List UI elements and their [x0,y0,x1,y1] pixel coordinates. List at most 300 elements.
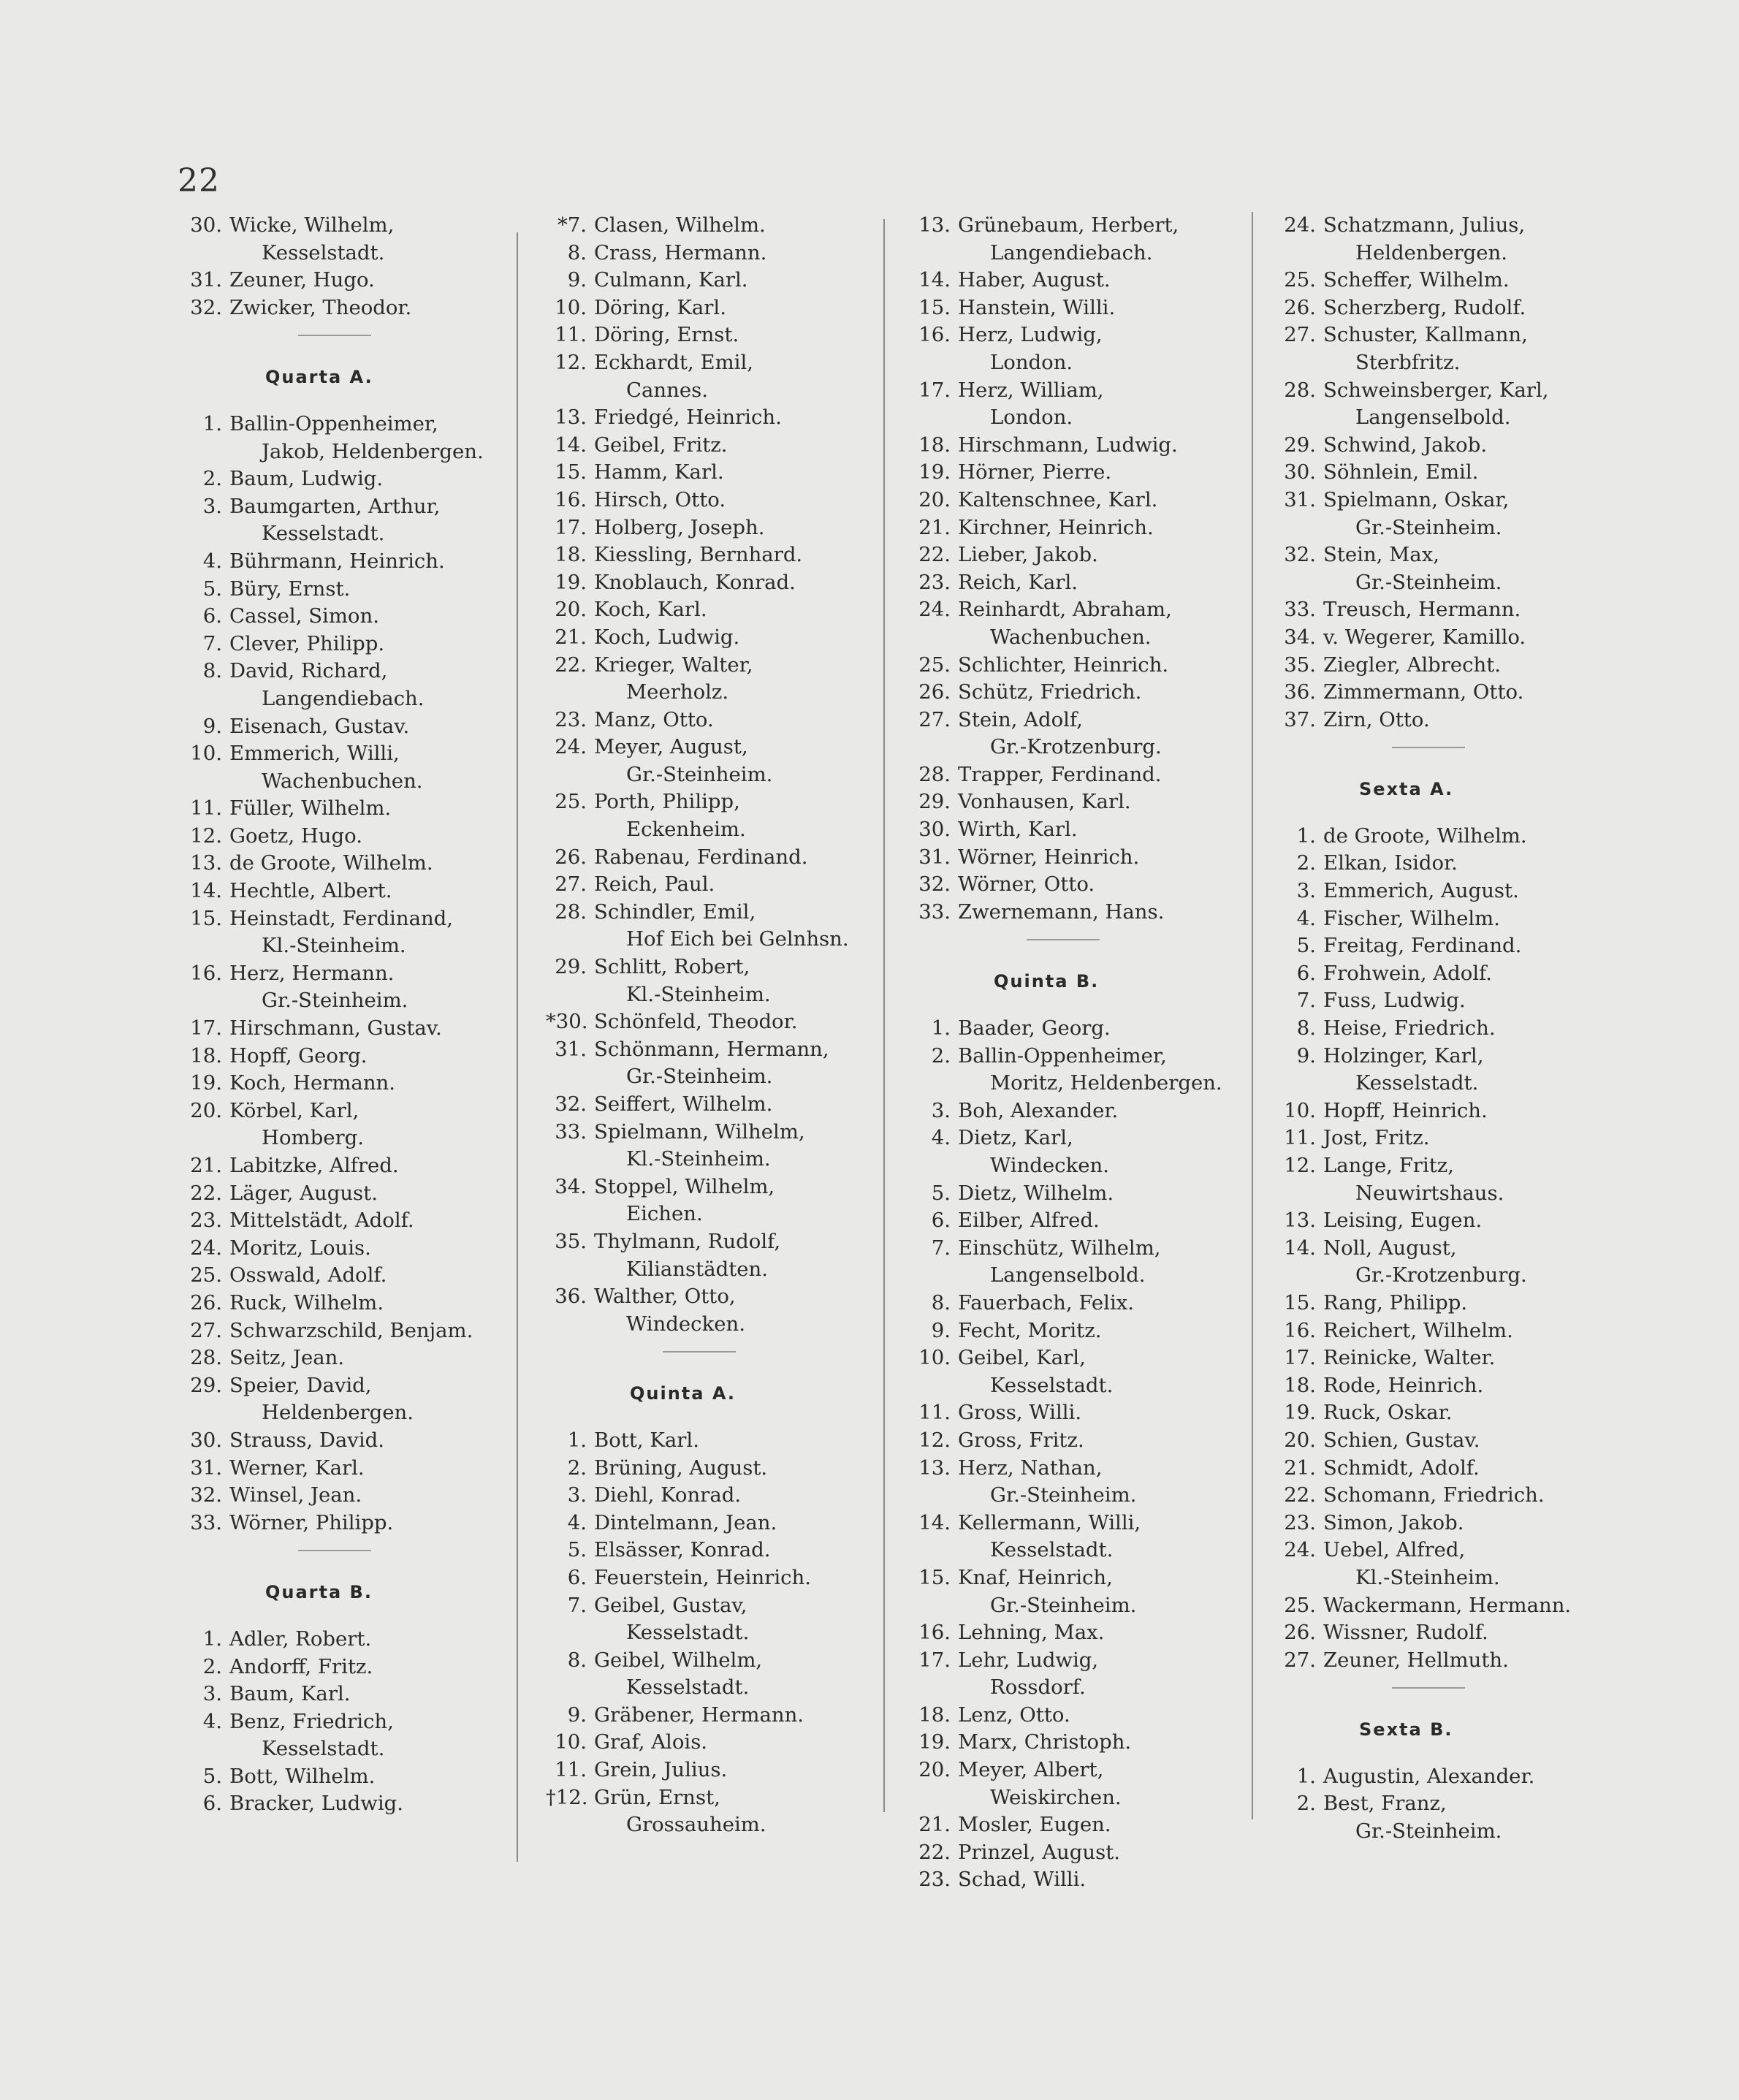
entry-number: 27. [918,707,951,731]
student-entry [1275,1317,1618,1345]
student-name: Freitag, Ferdinand. [1323,934,1522,958]
student-name: Boh, Alexander. [958,1098,1119,1122]
entry-number: 16. [918,323,951,347]
entry-number: 30. [190,213,222,237]
entry-number: 21. [190,1154,222,1177]
student-entry [546,459,889,487]
student-name: Lehning, Max. [958,1621,1105,1645]
student-hometown: Kesselstadt. [1355,1071,1479,1095]
entry-number: 26. [190,1290,222,1315]
student-hometown: Langenselbold. [990,1263,1146,1287]
student-hometown: Kilianstädten. [626,1257,768,1281]
student-entry [181,493,525,548]
entry-number: 28. [1284,378,1316,402]
student-name: Koch, Ludwig. [594,625,740,649]
student-hometown: Sterbfritz. [1355,350,1461,374]
student-name: Döring, Karl. [594,295,726,319]
student-entry [1275,1427,1618,1455]
student-hometown: London. [990,350,1073,374]
student-name: Eilber, Alfred. [958,1209,1100,1233]
student-entry [181,1235,525,1263]
entry-number: 27. [1284,323,1316,347]
student-name: Bracker, Ludwig. [229,1792,403,1816]
entry-number: 4. [202,549,222,573]
entry-number: 15. [190,906,222,930]
entry-number: 20. [555,598,587,622]
student-name: Cassel, Simon. [229,604,379,628]
student-name: Walther, Otto, [594,1285,736,1309]
student-entry [1275,624,1618,652]
student-name: Ballin-Oppenheimer, [229,411,438,435]
student-name: Schwind, Jakob. [1323,433,1488,457]
student-entry [1275,432,1618,460]
student-name: Stein, Adolf, [958,707,1083,731]
entry-number: 9. [1296,1043,1316,1068]
entry-number: 13. [918,1456,951,1480]
entry-number: 6. [1296,961,1316,985]
student-entry [910,1866,1253,1894]
student-entry [1275,707,1618,734]
student-entry [1275,596,1618,624]
student-entry [910,871,1253,899]
student-entry [910,596,1253,651]
student-name: Knaf, Heinrich, [958,1565,1113,1589]
student-hometown: Eichen. [626,1202,703,1226]
entry-number: 32. [190,295,222,319]
student-entry [546,1455,889,1483]
student-entry [910,1290,1253,1317]
student-name: Hörner, Pierre. [958,460,1112,484]
student-name: Labitzke, Alfred. [229,1154,399,1177]
student-hometown: Gr.-Steinheim. [990,1593,1137,1617]
entry-number: 34. [555,1174,587,1198]
student-name: Leising, Eugen. [1323,1209,1483,1233]
entry-number: 21. [555,625,587,649]
student-entry [546,1592,889,1647]
entry-number: 28. [918,762,951,786]
entry-number: 11. [1284,1126,1316,1150]
entry-number: 9. [931,1318,951,1342]
student-entry [1275,1510,1618,1537]
entry-number: 28. [190,1346,222,1370]
student-name: Heise, Friedrich. [1323,1016,1496,1041]
student-entry [181,850,525,878]
student-name: Gräbener, Hermann. [594,1703,804,1727]
student-hometown: London. [990,406,1073,430]
entry-number: 23. [1284,1510,1316,1534]
student-name: David, Richard, [229,659,388,683]
entry-number: 24. [918,598,951,622]
entry-number: 18. [1284,1373,1316,1397]
student-entry [546,596,889,624]
entry-number: 10. [190,742,222,766]
entry-number: 19. [918,1730,951,1754]
student-name: Emmerich, August. [1323,879,1519,903]
student-name: Jost, Fritz. [1323,1126,1430,1150]
student-entry [546,788,889,843]
student-name: Körbel, Karl, [229,1098,359,1122]
entry-number: 2. [931,1043,951,1068]
student-name: Fecht, Moritz. [958,1318,1102,1342]
student-entry [1275,1763,1618,1791]
student-entry [181,576,525,604]
student-entry [546,1564,889,1592]
student-name: Friedgé, Heinrich. [594,406,782,430]
student-name: Schad, Willi. [958,1868,1087,1892]
student-name: Dietz, Wilhelm. [958,1181,1114,1205]
student-name: Mosler, Eugen. [958,1813,1111,1837]
entry-number: 19. [555,570,587,594]
student-name: Heinstadt, Ferdinand, [229,906,454,930]
student-name: Haber, August. [958,268,1111,292]
student-entry [546,1119,889,1173]
student-entry [181,1262,525,1290]
entry-number: 20. [190,1098,222,1122]
student-entry [181,1344,525,1372]
entry-number: 32. [190,1483,222,1507]
student-name: Schlitt, Robert, [594,955,750,979]
student-entry [181,1482,525,1510]
student-entry [181,465,525,493]
entry-number: 33. [555,1119,587,1144]
student-entry [181,294,525,322]
student-name: Rode, Heinrich. [1323,1373,1484,1397]
student-name: Gross, Willi. [958,1401,1082,1425]
student-name: Osswald, Adolf. [229,1263,387,1287]
student-name: Adler, Robert. [229,1627,372,1651]
student-entry [1275,679,1618,707]
student-entry [910,541,1253,569]
student-entry [181,795,525,823]
student-hometown: Meerholz. [626,680,729,704]
student-name: Seiffert, Wilhelm. [594,1092,773,1116]
student-entry [910,1729,1253,1757]
class-heading: Quarta A. [265,367,373,388]
entry-number: 4. [202,1709,222,1733]
student-name: Koch, Karl. [594,598,707,622]
student-entry [181,1790,525,1818]
student-hometown: Windecken. [990,1154,1109,1177]
student-name: Frohwein, Adolf. [1323,961,1493,985]
student-name: Schönfeld, Theodor. [594,1010,798,1034]
entry-number: 17. [1284,1346,1316,1370]
student-entry [1275,1097,1618,1125]
student-entry [910,432,1253,460]
student-name: Goetz, Hugo. [229,823,362,848]
student-name: Bührmann, Heinrich. [229,549,445,573]
student-hometown: Eckenheim. [626,818,746,842]
student-entry [910,322,1253,376]
entry-number: 2. [202,1654,222,1678]
student-entry [546,1702,889,1730]
student-name: Wörner, Otto. [958,872,1095,897]
student-entry [546,240,889,267]
entry-number: 24. [190,1236,222,1260]
student-name: Speier, David, [229,1373,372,1397]
student-name: Strauss, David. [229,1428,384,1452]
entry-number: 13. [190,851,222,875]
student-entry [181,267,525,294]
entry-number: 11. [918,1401,951,1425]
entry-number: 5. [567,1538,587,1562]
student-name: Schweinsberger, Karl, [1323,378,1549,402]
entry-number: 5. [1296,934,1316,958]
student-entry [1275,1790,1618,1845]
student-entry [1275,1207,1618,1235]
entry-number: 6. [202,1792,222,1816]
entry-number: 12. [555,350,587,374]
entry-number: 25. [1284,1593,1316,1617]
student-hometown: Neuwirtshaus. [1355,1181,1504,1205]
student-name: Herz, Ludwig, [958,323,1103,347]
student-entry [546,294,889,322]
entry-number: 2. [1296,851,1316,875]
student-name: Hanstein, Willi. [958,295,1116,319]
entry-number: 3. [567,1483,587,1507]
student-hometown: Gr.-Steinheim. [626,762,773,786]
student-name: Augustin, Alexander. [1323,1764,1535,1788]
student-name: Stoppel, Wilhelm, [594,1174,775,1198]
student-name: Geibel, Gustav, [594,1593,747,1617]
student-entry [910,514,1253,542]
student-hometown: Wachenbuchen. [990,625,1152,649]
student-name: de Groote, Wilhelm. [229,851,433,875]
entry-number: 5. [931,1181,951,1205]
entry-number: 9. [567,1703,587,1727]
student-name: Schwarzschild, Benjam. [229,1318,473,1342]
student-name: Wackermann, Hermann. [1323,1593,1572,1617]
student-entry [910,1839,1253,1867]
student-name: Holzinger, Karl, [1323,1043,1484,1068]
student-name: Zeuner, Hugo. [229,268,375,292]
student-entry [546,432,889,460]
student-name: Reich, Karl. [958,570,1078,594]
student-name: Clasen, Wilhelm. [594,213,766,237]
student-name: Benz, Friedrich, [229,1709,394,1733]
student-hometown: Weiskirchen. [990,1785,1122,1809]
student-entry [1275,1537,1618,1591]
entry-number: 34. [1284,625,1316,649]
student-entry [910,459,1253,487]
section-divider [1275,1674,1618,1708]
section-divider [546,1338,889,1372]
student-entry [181,823,525,851]
entry-number: 7. [567,1593,587,1617]
entry-number: *30. [546,1010,588,1034]
entry-number: 14. [918,1510,951,1534]
student-entry [181,1763,525,1791]
student-name: Rabenau, Ferdinand. [594,845,808,869]
student-entry [546,734,889,788]
student-entry [1275,932,1618,960]
student-name: Ruck, Oskar. [1323,1401,1453,1425]
entry-number: 36. [1284,680,1316,704]
entry-number: 22. [190,1181,222,1205]
student-hometown: Windecken. [626,1312,745,1336]
student-name: Fuss, Ludwig. [1323,989,1466,1013]
student-name: Herz, Nathan, [958,1456,1103,1480]
student-name: Emmerich, Willi, [229,742,400,766]
student-name: Reinicke, Walter. [1323,1346,1496,1370]
student-name: Knoblauch, Konrad. [594,570,796,594]
student-entry [181,960,525,1015]
entry-number: 15. [918,295,951,319]
student-name: Baum, Karl. [229,1682,351,1706]
student-entry [546,1647,889,1702]
student-name: Einschütz, Wilhelm, [958,1236,1161,1260]
column-1 [181,212,525,1818]
student-hometown: Gr.-Krotzenburg. [1355,1263,1527,1287]
student-name: Hamm, Karl. [594,460,724,484]
student-entry [910,1180,1253,1208]
entry-number: 8. [567,1648,587,1672]
student-entry [1275,267,1618,294]
entry-number: 30. [918,818,951,842]
entry-number: 12. [918,1428,951,1452]
entry-number: *7. [558,213,587,237]
student-name: Grein, Julius. [594,1758,728,1782]
entry-number: 2. [567,1456,587,1480]
student-entry [1275,878,1618,905]
student-entry [181,1317,525,1345]
student-name: Holberg, Joseph. [594,515,765,539]
student-entry [1275,1372,1618,1400]
student-name: Spielmann, Wilhelm, [594,1119,805,1144]
class-heading: Quinta A. [630,1383,736,1404]
entry-number: 22. [1284,1483,1316,1507]
entry-number: 6. [931,1209,951,1233]
entry-number: 1. [202,411,222,435]
student-hometown: Cannes. [626,378,708,402]
student-entry [1275,1399,1618,1427]
entry-number: 31. [918,845,951,869]
student-name: Schindler, Emil, [594,899,756,924]
student-entry [910,1647,1253,1702]
student-name: Zirn, Otto. [1323,707,1430,731]
student-entry [910,1317,1253,1345]
entry-number: 16. [190,961,222,985]
student-name: Zwernemann, Hans. [958,899,1165,924]
student-name: Uebel, Alfred, [1323,1538,1466,1562]
entry-number: 25. [918,653,951,677]
student-entry [546,541,889,569]
student-entry [910,1564,1253,1619]
student-entry [181,1708,525,1763]
student-name: Mittelstädt, Adolf. [229,1209,414,1233]
student-name: Prinzel, August. [958,1840,1120,1864]
student-name: Lange, Fritz, [1323,1154,1455,1177]
entry-number: 20. [918,487,951,511]
student-name: Schien, Gustav. [1323,1428,1480,1452]
student-entry [181,1152,525,1180]
entry-number: 35. [1284,653,1316,677]
student-hometown: Kl.-Steinheim. [1355,1565,1500,1589]
student-entry [1275,987,1618,1015]
student-name: Wörner, Philipp. [229,1510,394,1534]
student-name: Diehl, Konrad. [594,1483,742,1507]
student-hometown: Kesselstadt. [626,1621,750,1645]
student-entry [910,1757,1253,1811]
entry-number: 21. [918,1813,951,1837]
entry-number: 24. [555,735,587,759]
student-name: Kirchner, Heinrich. [958,515,1154,539]
student-entry [546,1008,889,1036]
student-entry [546,1036,889,1091]
entry-number: 14. [190,879,222,903]
student-entry [910,212,1253,267]
section-divider [910,926,1253,959]
student-name: Baader, Georg. [958,1016,1111,1041]
student-entry [1275,322,1618,376]
class-heading: Quarta B. [265,1582,373,1603]
student-entry [1275,960,1618,988]
column-3 [910,212,1253,1894]
student-name: Manz, Otto. [594,707,714,731]
student-entry [546,1482,889,1510]
student-name: Döring, Ernst. [594,323,739,347]
entry-number: 7. [931,1236,951,1260]
student-entry [181,1455,525,1483]
student-entry [910,569,1253,597]
entry-number: 11. [190,796,222,821]
student-entry [181,1207,525,1235]
student-entry [181,1015,525,1043]
entry-number: 12. [190,823,222,848]
student-name: Krieger, Walter, [594,653,753,677]
student-entry [546,212,889,240]
student-hometown: Kesselstadt. [262,240,385,265]
student-entry [181,1681,525,1708]
student-entry [1275,1592,1618,1620]
student-hometown: Kesselstadt. [262,522,385,546]
student-entry [910,1125,1253,1179]
entry-number: 7. [202,631,222,655]
student-entry [910,1702,1253,1730]
entry-number: 14. [1284,1236,1316,1260]
student-entry [910,294,1253,322]
student-name: Hechtle, Albert. [229,879,392,903]
student-entry [546,1729,889,1757]
student-entry [181,658,525,712]
student-entry [181,1180,525,1208]
student-name: Baum, Ludwig. [229,467,384,491]
student-name: Schmidt, Adolf. [1323,1456,1480,1480]
entry-number: 18. [555,543,587,567]
entry-number: 29. [1284,433,1316,457]
student-entry [910,1043,1253,1097]
student-entry [1275,823,1618,851]
student-entry [546,1537,889,1564]
student-hometown: Gr.-Steinheim. [1355,1819,1502,1844]
entry-number: 17. [190,1016,222,1041]
student-entry [1275,459,1618,487]
student-entry [546,487,889,514]
student-hometown: Homberg. [262,1126,364,1150]
entry-number: 18. [918,433,951,457]
entry-number: 26. [918,680,951,704]
student-name: Wicke, Wilhelm, [229,213,395,237]
student-entry [910,761,1253,789]
student-name: Eckhardt, Emil, [594,350,754,374]
student-entry [546,1427,889,1455]
student-entry [181,212,525,267]
student-hometown: Langendiebach. [990,240,1153,265]
student-entry [1275,377,1618,432]
student-name: Noll, August, [1323,1236,1457,1260]
student-entry [181,411,525,465]
student-entry [181,603,525,631]
student-entry [546,954,889,1008]
